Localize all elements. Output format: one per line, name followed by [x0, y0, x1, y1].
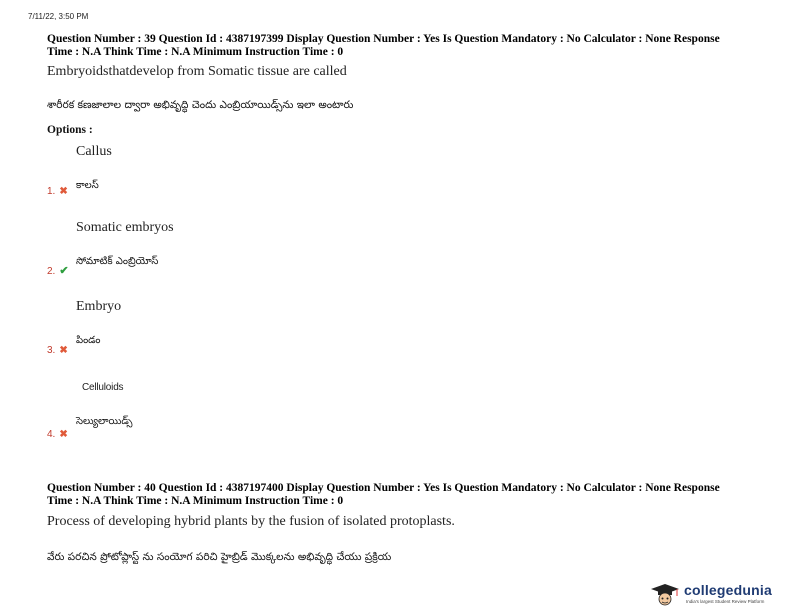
question-40-text-telugu: వేరు పరచిన ప్రోటోప్లాస్ట్ ను సంయోగ పరిచి హైబ్రిడ్ మొక్కలను అభివృద్ధి చేయు ప్రక్రియ	[47, 551, 392, 563]
question-40-text-english: Process of developing hybrid plants by the fusion of isolated protoplasts.	[47, 514, 455, 529]
graduate-mascot-icon	[650, 583, 680, 607]
option-1-number-label: 1.	[47, 186, 56, 197]
option-1-number	[47, 186, 68, 197]
option-4-english: Celluloids	[82, 382, 124, 393]
collegedunia-logo	[650, 581, 790, 609]
print-timestamp: 7/11/22, 3:50 PM	[28, 12, 89, 21]
wrong-cross-icon: ✖	[59, 186, 68, 197]
option-4-telugu: సెల్యులాయిడ్స్	[76, 416, 133, 427]
logo-tagline: India's largest Student Review Platform	[686, 599, 765, 604]
option-2-number-label: 2.	[47, 266, 56, 277]
option-3-telugu: పిండం	[76, 335, 101, 346]
question-40-header	[47, 482, 762, 508]
option-4-number-label: 4.	[47, 429, 56, 440]
options-label: Options :	[47, 124, 93, 136]
question-39-text-telugu: శారీరక కణజాలాల ద్వారా అభివృద్ధి చెందు ఎంబ్రియాయిడ్స్‌ను ఇలా అంటారు	[47, 99, 354, 111]
question-39-text-english: Embryoidsthatdevelop from Somatic tissue are called	[47, 64, 347, 79]
option-1-telugu: కాలస్	[76, 180, 99, 191]
option-2-number	[47, 264, 69, 277]
wrong-cross-icon: ✖	[59, 429, 68, 440]
option-2-telugu: సోమాటిక్ ఎంబ్రియోస్	[76, 256, 159, 267]
option-1-english: Callus	[76, 144, 112, 159]
question-40-header-line2: Time : N.A Think Time : N.A Minimum Instruction Time : 0	[47, 495, 344, 507]
question-39-header	[47, 33, 762, 59]
option-3-english: Embryo	[76, 299, 122, 314]
correct-check-icon: ✔	[59, 265, 69, 277]
option-3-number	[47, 345, 68, 356]
logo-name: collegedunia	[684, 582, 772, 598]
option-4-number	[47, 429, 68, 440]
option-2-english: Somatic embryos	[76, 220, 174, 235]
question-39-header-line1: Question Number : 39 Question Id : 4387197399 Display Question Number : Yes Is Question Mandatory : No Calculator : None Response	[47, 33, 720, 45]
question-40-header-line1: Question Number : 40 Question Id : 4387197400 Display Question Number : Yes Is Question Mandatory : No Calculator : None Response	[47, 482, 720, 494]
question-39-header-line2: Time : N.A Think Time : N.A Minimum Instruction Time : 0	[47, 46, 344, 58]
option-3-number-label: 3.	[47, 345, 56, 356]
wrong-cross-icon: ✖	[59, 345, 68, 356]
